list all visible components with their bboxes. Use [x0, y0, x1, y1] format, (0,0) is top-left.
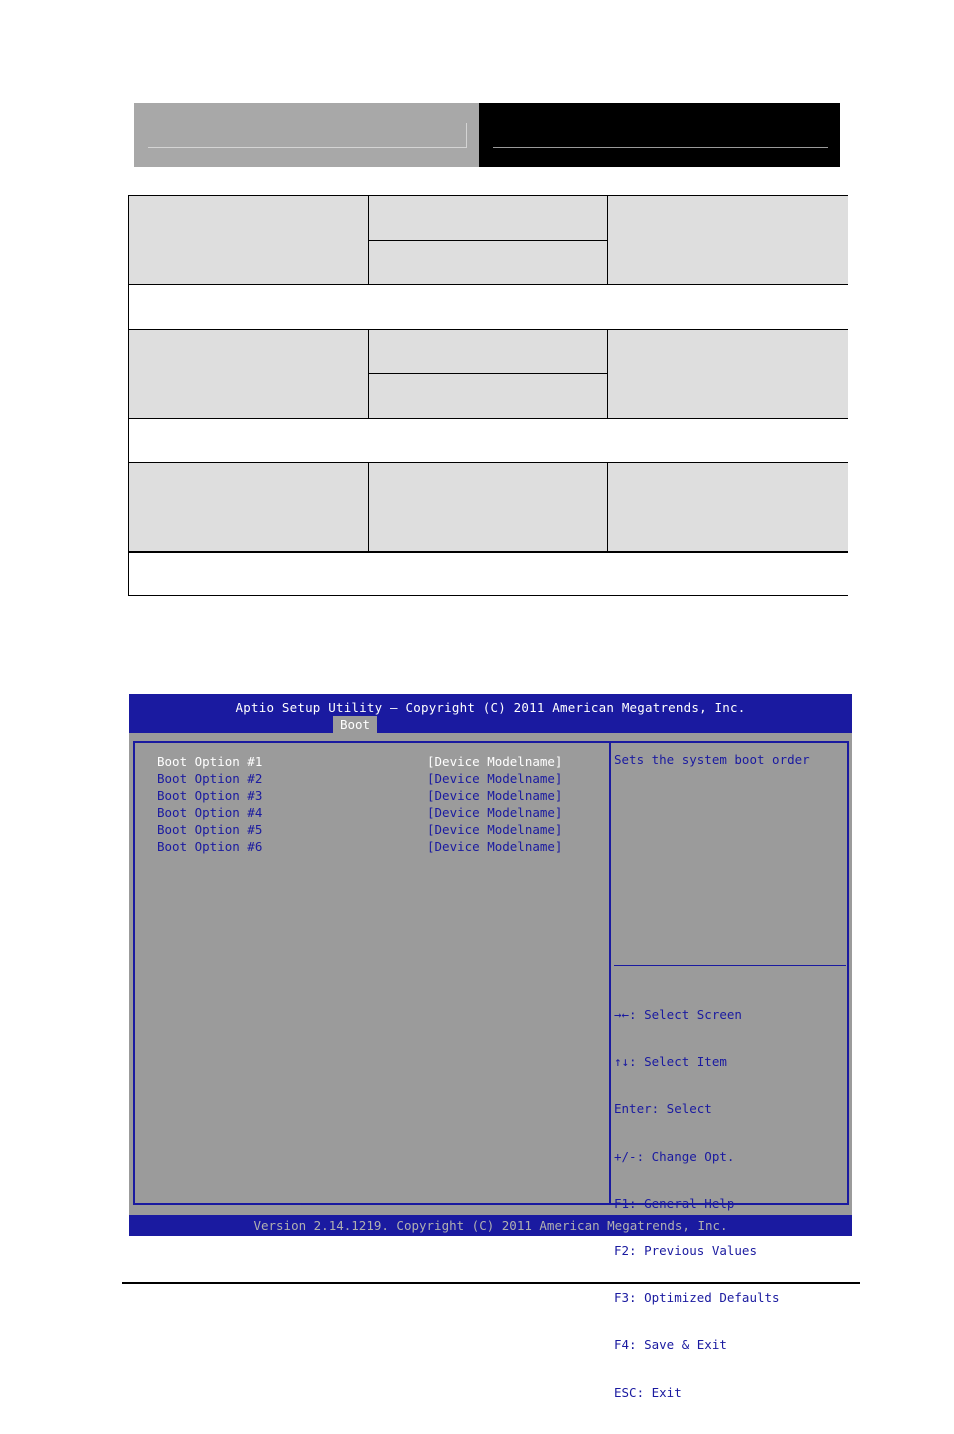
table-line [607, 330, 608, 418]
table-cell [369, 241, 607, 284]
help-description: Sets the system boot order [614, 752, 810, 767]
key-legend [614, 976, 780, 1431]
table-cell [129, 553, 848, 595]
table-cell [608, 463, 848, 551]
table-cell [369, 330, 607, 373]
table-cell [129, 330, 368, 418]
key-esc-exit: ESC: Exit [614, 1384, 682, 1400]
help-separator [614, 965, 846, 966]
table-line [369, 240, 607, 241]
boot-option-row-6[interactable] [157, 838, 563, 855]
table-cell [608, 196, 848, 284]
key-select-item: ↑↓: Select Item [614, 1054, 727, 1070]
boot-option-label: Boot Option #1 [157, 754, 263, 769]
table-line [129, 329, 848, 330]
table-line [129, 551, 848, 553]
help-panel-divider [609, 741, 611, 1205]
boot-option-label: Boot Option #2 [157, 771, 263, 786]
banner-right-block [479, 103, 840, 167]
boot-option-value[interactable]: [Device Modelname] [427, 839, 563, 854]
boot-option-label: Boot Option #4 [157, 805, 263, 820]
table-line [368, 463, 369, 552]
table-line [368, 330, 369, 418]
bios-header [129, 694, 852, 733]
table-line [607, 463, 608, 552]
table-cell [369, 374, 607, 418]
key-general-help: F1: General Help [614, 1195, 735, 1211]
boot-option-value[interactable]: [Device Modelname] [427, 771, 563, 786]
boot-option-label: Boot Option #6 [157, 839, 263, 854]
key-change-opt: +/-: Change Opt. [614, 1148, 735, 1164]
table-line [368, 196, 369, 284]
table-cell [129, 196, 368, 284]
options-table [128, 195, 848, 596]
boot-option-value[interactable]: [Device Modelname] [427, 805, 563, 820]
banner-left-tick [466, 123, 467, 147]
banner-right-rule [493, 147, 828, 148]
table-cell [369, 463, 607, 551]
banner-left-block [134, 103, 479, 167]
key-previous-values: F2: Previous Values [614, 1242, 757, 1258]
banner-left-rule [148, 147, 467, 148]
boot-option-row-4[interactable] [157, 804, 563, 821]
table-cell [608, 330, 848, 418]
table-cell [129, 419, 848, 462]
boot-option-row-3[interactable] [157, 787, 563, 804]
table-line [129, 462, 848, 463]
bios-footer [129, 1215, 852, 1236]
boot-option-row-2[interactable] [157, 770, 563, 787]
boot-option-value[interactable]: [Device Modelname] [427, 822, 563, 837]
page-header-banner [134, 103, 840, 167]
boot-option-value[interactable]: [Device Modelname] [427, 754, 563, 769]
key-optimized-defaults: F3: Optimized Defaults [614, 1290, 780, 1306]
key-enter-select: Enter: Select [614, 1101, 712, 1117]
boot-option-row-5[interactable] [157, 821, 563, 838]
boot-option-value[interactable]: [Device Modelname] [427, 788, 563, 803]
table-cell [369, 196, 607, 240]
table-cell [129, 285, 848, 329]
table-cell [129, 463, 368, 551]
bios-setup-window [129, 694, 852, 1400]
table-line [129, 418, 848, 419]
bios-version-text: Version 2.14.1219. Copyright (C) 2011 American Megatrends, Inc. [253, 1218, 728, 1233]
boot-option-label: Boot Option #5 [157, 822, 263, 837]
boot-option-row-1[interactable] [157, 753, 563, 770]
key-save-exit: F4: Save & Exit [614, 1337, 727, 1353]
bios-title: Aptio Setup Utility – Copyright (C) 2011 American Megatrends, Inc. [235, 700, 746, 715]
table-line [607, 196, 608, 284]
table-line [129, 284, 848, 285]
boot-option-label: Boot Option #3 [157, 788, 263, 803]
key-select-screen: →←: Select Screen [614, 1007, 742, 1022]
tab-boot[interactable]: Boot [333, 716, 377, 733]
table-line [369, 373, 607, 374]
page-footer-rule [122, 1282, 860, 1284]
